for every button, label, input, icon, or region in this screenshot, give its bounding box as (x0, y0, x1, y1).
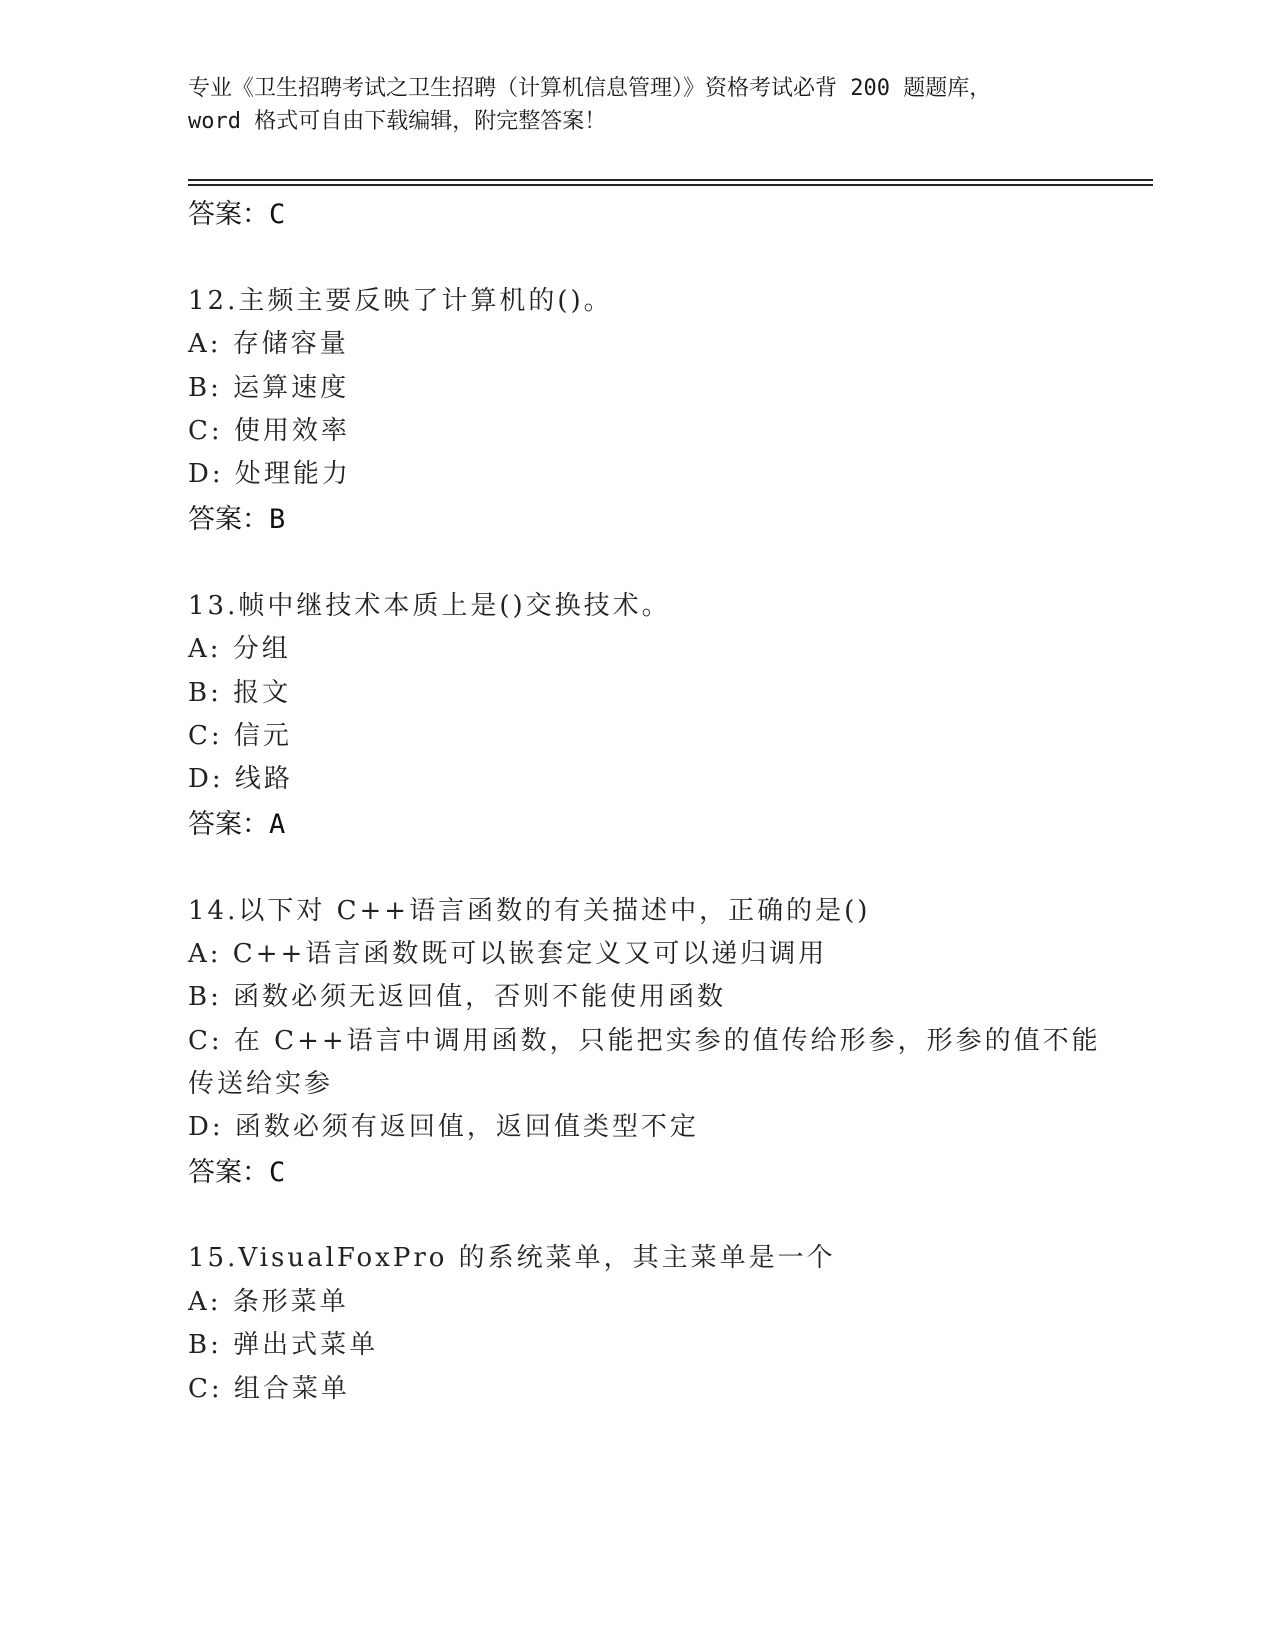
question-12-option-c: C: 使用效率 (188, 416, 350, 446)
question-14-option-a: A: C++语言函数既可以嵌套定义又可以递归调用 (188, 939, 828, 969)
header-line-1: 专业《卫生招聘考试之卫生招聘（计算机信息管理）》资格考试必背 200 题题库， (188, 76, 992, 101)
question-14-option-d: D: 函数必须有返回值，返回值类型不定 (188, 1112, 699, 1142)
header-rule-top (188, 179, 1153, 181)
question-12-option-d: D: 处理能力 (188, 459, 351, 489)
answer-12: 答案：B (188, 504, 286, 535)
document-header (188, 72, 1088, 138)
header-line-2: word 格式可自由下载编辑，附完整答案！ (188, 109, 607, 134)
question-15-option-b: B: 弹出式菜单 (188, 1330, 379, 1360)
answer-13: 答案：A (188, 809, 286, 840)
answer-11: 答案：C (188, 199, 286, 230)
question-14-option-c: C: 在 C++语言中调用函数，只能把实参的值传给形参，形参的值不能 (188, 1026, 1101, 1056)
question-12-option-a: A: 存储容量 (188, 329, 349, 359)
question-14-option-c-continued: 传送给实参 (188, 1069, 334, 1099)
question-12-text: 12.主频主要反映了计算机的()。 (188, 286, 613, 316)
question-14-option-b: B: 函数必须无返回值，否则不能使用函数 (188, 982, 727, 1012)
question-15-option-a: A: 条形菜单 (188, 1287, 349, 1317)
question-13-option-c: C: 信元 (188, 721, 292, 751)
answer-14: 答案：C (188, 1157, 286, 1188)
question-13-option-a: A: 分组 (188, 634, 291, 664)
question-12-option-b: B: 运算速度 (188, 373, 350, 403)
question-15-option-c: C: 组合菜单 (188, 1374, 350, 1404)
header-rule-bottom (188, 184, 1153, 186)
question-13-text: 13.帧中继技术本质上是()交换技术。 (188, 591, 671, 621)
question-13-option-b: B: 报文 (188, 678, 292, 708)
question-14-text: 14.以下对 C++语言函数的有关描述中，正确的是() (188, 896, 871, 926)
question-15-text: 15.VisualFoxPro 的系统菜单，其主菜单是一个 (188, 1243, 836, 1273)
question-13-option-d: D: 线路 (188, 764, 293, 794)
